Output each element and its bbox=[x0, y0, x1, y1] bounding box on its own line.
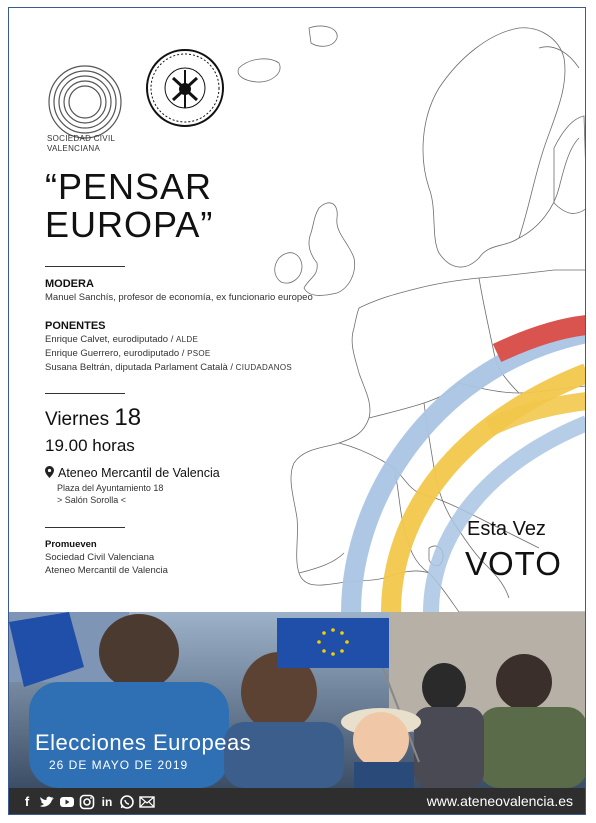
modera-label: MODERA bbox=[45, 278, 94, 290]
banner-date: 26 DE MAYO DE 2019 bbox=[49, 758, 189, 772]
ponente-2: Enrique Guerrero, eurodiputado / PSOE bbox=[45, 348, 211, 359]
event-date: Viernes 18 bbox=[45, 404, 142, 431]
facebook-icon[interactable]: f bbox=[24, 794, 30, 809]
campaign-line1: Esta Vez bbox=[467, 518, 546, 540]
ponentes-label: PONENTES bbox=[45, 320, 106, 332]
instagram-icon[interactable] bbox=[79, 794, 95, 810]
social-icons bbox=[19, 794, 155, 810]
modera-text: Manuel Sanchís, profesor de economía, ex funcionario europeo bbox=[45, 292, 313, 303]
event-address: Plaza del Ayuntamiento 18 > Salón Sorolla < bbox=[57, 483, 164, 505]
divider bbox=[45, 266, 125, 267]
event-venue: Ateneo Mercantil de Valencia bbox=[45, 466, 220, 480]
whatsapp-icon[interactable] bbox=[119, 794, 135, 810]
youtube-icon[interactable] bbox=[59, 794, 75, 810]
promueven-label: Promueven bbox=[45, 539, 97, 550]
ponente-1: Enrique Calvet, eurodiputado / ALDE bbox=[45, 334, 199, 345]
location-pin-icon bbox=[45, 466, 54, 478]
divider bbox=[45, 527, 125, 528]
website-link[interactable]: www.ateneovalencia.es bbox=[426, 793, 573, 809]
email-icon[interactable] bbox=[139, 794, 155, 810]
linkedin-icon[interactable]: in bbox=[101, 795, 113, 809]
divider bbox=[45, 393, 125, 394]
promueven-list: Sociedad Civil Valenciana Ateneo Mercantil de Valencia bbox=[45, 552, 168, 576]
ponente-3: Susana Beltrán, diputada Parlament Català / CIUDADANOS bbox=[45, 362, 292, 373]
ateneo-mercantil-seal bbox=[145, 48, 225, 128]
sociedad-civil-logo-text: SOCIEDAD CIVIL VALENCIANA bbox=[47, 134, 116, 153]
event-title: “PENSAR EUROPA” bbox=[45, 166, 214, 245]
twitter-icon[interactable] bbox=[39, 794, 55, 810]
campaign-line2: VOTO bbox=[465, 545, 562, 582]
banner-title: Elecciones Europeas bbox=[35, 730, 252, 755]
poster bbox=[8, 7, 586, 815]
footer-bar bbox=[9, 788, 586, 815]
event-hour: 19.00 horas bbox=[45, 436, 135, 455]
